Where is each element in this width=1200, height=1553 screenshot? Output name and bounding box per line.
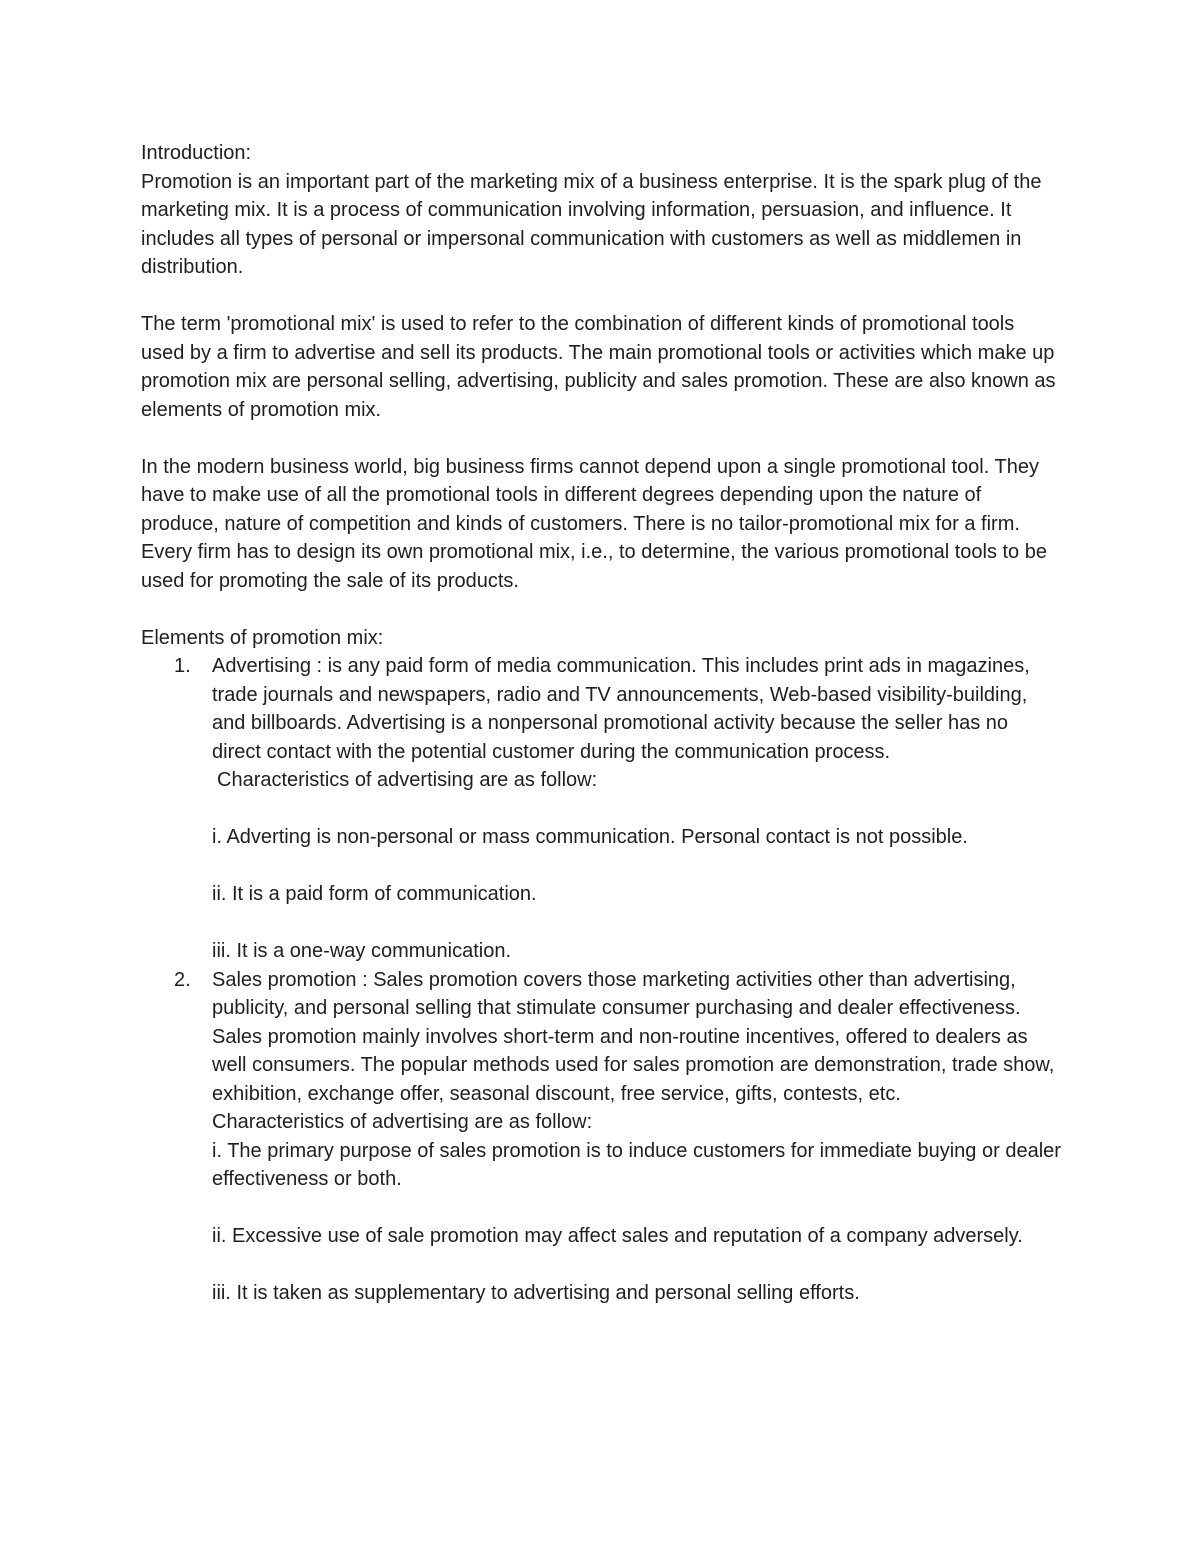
paragraph-spacer	[141, 424, 1061, 453]
characteristic-item: ii. It is a paid form of communication.	[212, 883, 537, 905]
characteristic-item: iii. It is taken as supplementary to advertising and personal selling efforts.	[212, 1282, 860, 1304]
paragraph-spacer	[212, 909, 1061, 938]
characteristic-item: ii. Excessive use of sale promotion may affect sales and reputation of a company adversely.	[212, 1225, 1023, 1247]
paragraph-spacer	[212, 852, 1061, 881]
element-description: Sales promotion : Sales promotion covers those marketing activities other than advertising, publicity, and personal selling that stimulate consumer purchasing and dealer effectiveness. Sales promotion mainly involves short-term and non-routine incentives, offered to dealers as well consumers. The popular methods used for sales promotion are demonstration, trade show, exhibition, exchange offer, seasonal discount, free service, gifts, contests, etc.	[212, 968, 1055, 1105]
list-number: 2.	[174, 968, 191, 991]
document-page	[141, 139, 1061, 1308]
promotional-mix-paragraph: The term 'promotional mix' is used to refer to the combination of different kinds of promotional tools used by a firm to advertise and sell its products. The main promotional tools or activities which make up promotion mix are personal selling, advertising, publicity and sales promotion. These are also known as elements of promotion mix.	[141, 313, 1056, 421]
paragraph-spacer	[141, 595, 1061, 624]
element-description: Advertising : is any paid form of media communication. This includes print ads in magazines, trade journals and newspapers, radio and TV announcements, Web-based visibility-building, and billboards. Advertising is a nonpersonal promotional activity because the seller has no direct contact with the potential customer during the communication process.	[212, 655, 1030, 763]
elements-heading: Elements of promotion mix:	[141, 626, 384, 649]
list-number: 1.	[174, 655, 191, 677]
elements-list	[141, 652, 1061, 1308]
paragraph-spacer	[141, 282, 1061, 311]
characteristics-heading: Characteristics of advertising are as follow:	[217, 769, 598, 791]
characteristic-item: i. The primary purpose of sales promotion is to induce customers for immediate buying or dealer effectiveness or both.	[212, 1139, 1061, 1190]
paragraph-spacer	[212, 1194, 1061, 1223]
paragraph-spacer	[212, 1251, 1061, 1280]
characteristic-item: iii. It is a one-way communication.	[212, 940, 512, 962]
element-item-advertising	[141, 652, 1061, 966]
element-item-sales-promotion	[141, 966, 1061, 1308]
intro-heading: Introduction:	[141, 142, 252, 164]
intro-paragraph: Promotion is an important part of the marketing mix of a business enterprise. It is the spark plug of the marketing mix. It is a process of communication involving information, persuasion, and influence. It includes all types of personal or impersonal communication with customers as well as middlemen in distribution.	[141, 170, 1042, 278]
paragraph-spacer	[212, 795, 1061, 824]
characteristic-item: i. Adverting is non-personal or mass communication. Personal contact is not possible.	[212, 826, 968, 848]
characteristics-heading: Characteristics of advertising are as follow:	[212, 1111, 593, 1133]
modern-world-paragraph: In the modern business world, big business firms cannot depend upon a single promotional tool. They have to make use of all the promotional tools in different degrees depending upon the nature of produce, nature of competition and kinds of customers. There is no tailor-promotional mix for a firm. Every firm has to design its own promotional mix, i.e., to determine, the various promotional tools to be used for promoting the sale of its products.	[141, 455, 1047, 592]
